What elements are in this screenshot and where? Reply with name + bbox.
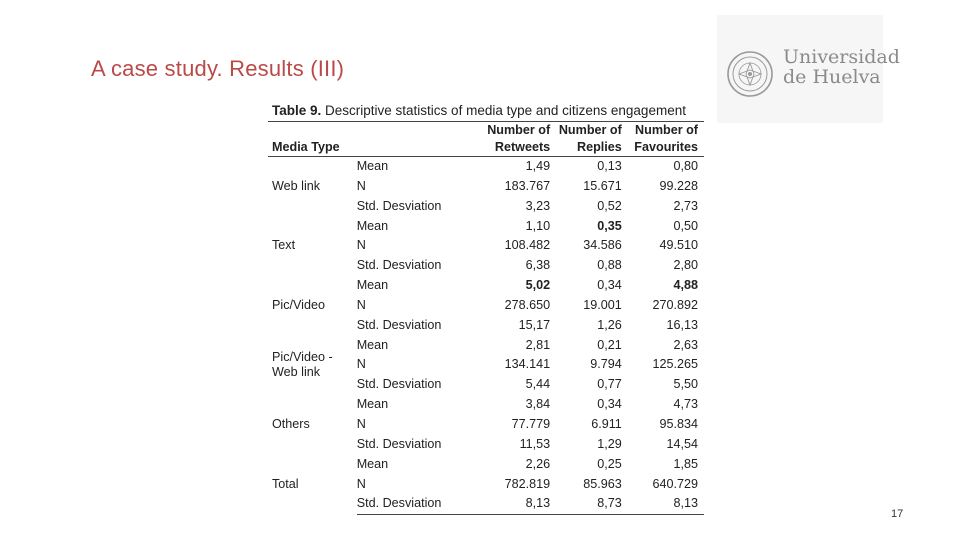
replies-cell: 0,77: [597, 377, 622, 392]
replies-cell: 85.963: [583, 476, 622, 491]
stat-cell: Std. Desviation: [356, 258, 442, 273]
table-row: [268, 395, 704, 415]
stat-cell: N: [356, 178, 366, 193]
favourites-cell: 2,80: [673, 258, 698, 273]
favourites-cell: 0,50: [673, 218, 698, 233]
favourites-cell: 49.510: [659, 238, 698, 253]
stat-cell: Std. Desviation: [356, 436, 442, 451]
stat-cell: N: [356, 357, 366, 372]
replies-cell: 1,29: [597, 436, 622, 451]
replies-cell: 0,34: [597, 278, 622, 293]
header-retweets-line1: Number of: [470, 122, 555, 140]
header-favourites-line2: Favourites: [624, 139, 704, 157]
retweets-cell: 77.779: [511, 416, 551, 431]
retweets-cell: 15,17: [518, 317, 551, 332]
favourites-cell: 2,63: [673, 337, 698, 352]
header-replies-line2: Replies: [554, 139, 624, 157]
favourites-cell: 2,73: [673, 198, 698, 213]
logo-line-2: de Huelva: [783, 66, 881, 88]
replies-cell: 0,25: [597, 456, 622, 471]
favourites-cell: 125.265: [652, 357, 698, 372]
replies-cell: 15.671: [583, 178, 622, 193]
retweets-cell: 5,02: [525, 278, 551, 293]
stat-cell: N: [356, 238, 366, 253]
university-logo: [717, 15, 900, 123]
media-type-cell: Text: [272, 238, 296, 253]
header-replies-line1: Number of: [554, 122, 624, 140]
favourites-cell: 99.228: [659, 178, 698, 193]
slide-title: A case study. Results (III): [91, 56, 345, 81]
header-media-type: Media Type: [268, 139, 357, 157]
retweets-cell: 1,10: [525, 218, 551, 233]
stat-cell: Mean: [356, 337, 389, 352]
university-seal-icon: [726, 50, 774, 98]
stat-cell: Mean: [356, 218, 389, 233]
retweets-cell: 134.141: [504, 357, 551, 372]
retweets-cell: 5,44: [525, 377, 551, 392]
stat-cell: Mean: [356, 159, 389, 173]
stat-cell: N: [356, 297, 366, 312]
stat-cell: Std. Desviation: [357, 494, 470, 514]
favourites-cell: 95.834: [659, 416, 698, 431]
favourites-cell: 270.892: [652, 297, 698, 312]
retweets-cell: 3,84: [525, 397, 551, 412]
replies-cell: 0,13: [597, 159, 622, 173]
media-type-cell: Total: [272, 476, 299, 491]
retweets-cell: 782.819: [504, 476, 551, 491]
stat-cell: Mean: [356, 278, 389, 293]
favourites-cell: 4,73: [673, 397, 698, 412]
header-retweets-line2: Retweets: [470, 139, 555, 157]
media-type-cell: Others: [272, 416, 310, 431]
descriptive-stats-table: [268, 121, 704, 515]
page-number: 17: [891, 508, 904, 520]
table-header-row: [268, 122, 704, 140]
table-row: [268, 157, 704, 177]
stat-cell: Std. Desviation: [356, 377, 442, 392]
retweets-cell: 108.482: [504, 238, 551, 253]
table-header-row: [268, 139, 704, 157]
retweets-cell: 11,53: [519, 436, 551, 451]
retweets-cell: 8,13: [470, 494, 555, 514]
table-row: [268, 455, 704, 475]
stat-cell: N: [356, 416, 366, 431]
replies-cell: 19.001: [583, 297, 622, 312]
table-row: [268, 276, 704, 296]
stat-cell: Mean: [356, 456, 389, 471]
stat-cell: Std. Desviation: [356, 317, 442, 332]
replies-cell: 0,88: [597, 258, 622, 273]
stat-cell: Mean: [356, 397, 389, 412]
table-row: [268, 217, 704, 237]
replies-cell: 9.794: [590, 357, 622, 372]
retweets-cell: 6,38: [525, 258, 551, 273]
replies-cell: 34.586: [583, 238, 622, 253]
header-favourites-line1: Number of: [624, 122, 704, 140]
table-caption-label: Table 9.: [272, 103, 322, 118]
replies-cell: 0,52: [597, 198, 622, 213]
favourites-cell: 0,80: [673, 159, 698, 173]
stat-cell: N: [356, 476, 366, 491]
replies-cell: 0,21: [597, 337, 622, 352]
media-type-cell: Web link: [272, 178, 321, 193]
favourites-cell: 1,85: [673, 456, 698, 471]
stat-cell: Std. Desviation: [356, 198, 442, 213]
logo-line-1: Universidad: [783, 46, 900, 68]
favourites-cell: 14,54: [666, 436, 698, 451]
retweets-cell: 3,23: [525, 198, 551, 213]
retweets-cell: 278.650: [504, 297, 551, 312]
favourites-cell: 640.729: [652, 476, 698, 491]
replies-cell: 0,35: [597, 218, 622, 233]
retweets-cell: 2,26: [525, 456, 551, 471]
replies-cell: 6.911: [591, 416, 622, 431]
media-type-cell: Pic/Video - Web link: [272, 350, 333, 380]
favourites-cell: 8,13: [624, 494, 704, 514]
table-row: [268, 336, 704, 356]
table-caption: [272, 103, 686, 118]
retweets-cell: 1,49: [525, 159, 551, 173]
table-caption-text: Descriptive statistics of media type and citizens engagement: [321, 103, 686, 118]
retweets-cell: 183.767: [504, 178, 551, 193]
media-type-cell: Pic/Video: [272, 297, 325, 312]
replies-cell: 8,73: [554, 494, 624, 514]
favourites-cell: 16,13: [666, 317, 698, 332]
university-wordmark: [783, 47, 900, 87]
replies-cell: 1,26: [597, 317, 622, 332]
favourites-cell: 4,88: [673, 278, 698, 293]
favourites-cell: 5,50: [673, 377, 698, 392]
replies-cell: 0,34: [597, 397, 622, 412]
retweets-cell: 2,81: [525, 337, 551, 352]
